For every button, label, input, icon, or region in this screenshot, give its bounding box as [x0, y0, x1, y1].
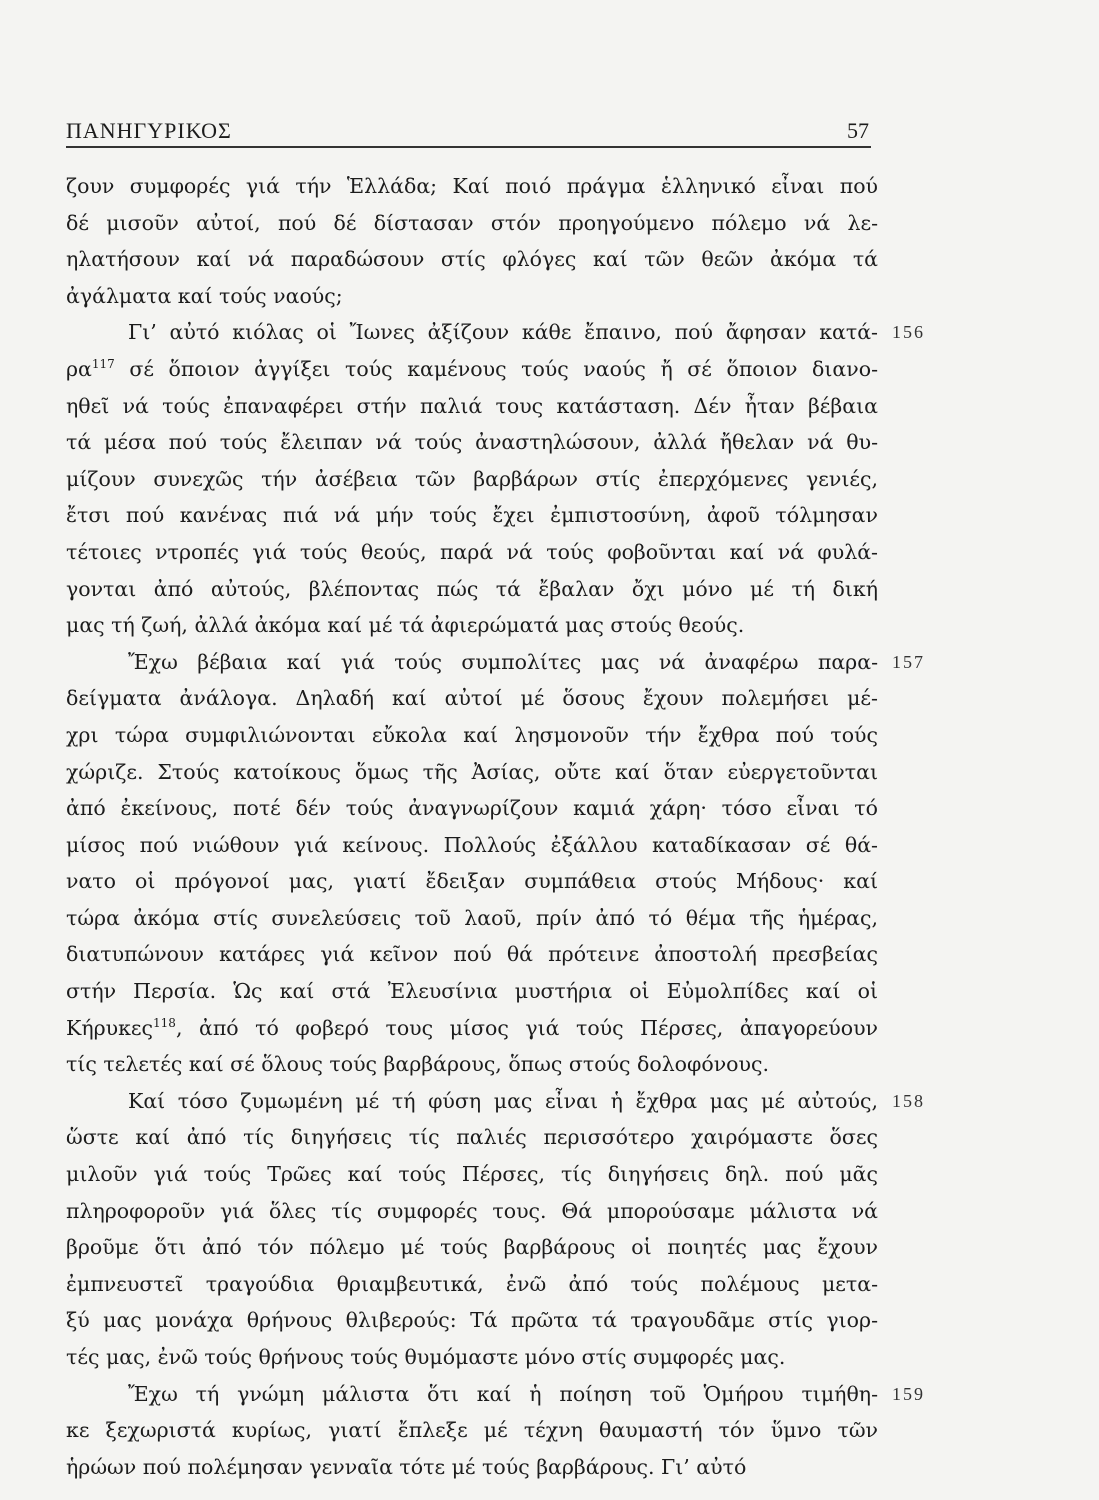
text-line: [66, 680, 886, 717]
text-line-content: [66, 424, 878, 461]
text-line: [66, 1193, 886, 1230]
footnote-marker: 117: [91, 357, 115, 372]
text-line: [66, 607, 886, 644]
line-text: τές μας, ἐνῶ τούς θρήνους τούς θυμόμαστε μόνο στίς συμφορές μας.: [66, 1345, 786, 1369]
running-title: ΠΑΝΗΓΥΡΙΚΟΣ: [66, 118, 232, 143]
text-line-content: [66, 936, 878, 973]
line-text: ἡρώων πού πολέμησαν γενναῖα τότε μέ τούς βαρβάρους. Γι’ αὐτό: [66, 1454, 747, 1479]
line-text: Καί τόσο ζυμωμένη μέ τή φύση μας εἶναι ἡ ἔχθρα μας μέ αὐτούς,: [128, 1088, 878, 1113]
text-line-content: [66, 1119, 878, 1156]
text-line: [66, 241, 886, 278]
text-line: [66, 461, 886, 498]
text-line: [66, 644, 925, 681]
text-line: [66, 717, 886, 754]
text-line: [66, 1266, 886, 1303]
line-text: δείγματα ἀνάλογα. Δηλαδή καί αὐτοί μέ ὅσους ἔχουν πολεμήσει μέ-: [66, 686, 878, 711]
text-line-content: [66, 1156, 878, 1193]
section-number: 158: [892, 1090, 925, 1111]
text-line-content: [66, 1339, 785, 1376]
text-line-content: [66, 1376, 878, 1413]
text-line-content: [66, 205, 878, 242]
footnote-marker: 118: [153, 1015, 176, 1030]
text-line-content: [66, 534, 878, 571]
text-line-content: [66, 1193, 878, 1230]
body-text: [66, 168, 925, 1485]
text-line-content: [66, 168, 878, 205]
line-text: βροῦμε ὅτι ἀπό τόν πόλεμο μέ τούς βαρβάρους οἱ ποιητές μας ἔχουν: [66, 1235, 878, 1260]
line-text: ρα: [66, 356, 92, 381]
text-line: [66, 1376, 925, 1413]
line-text: Ἔχω τή γνώμη μάλιστα ὅτι καί ἡ ποίηση τοῦ Ὁμήρου τιμήθη-: [128, 1381, 878, 1406]
text-line-content: [66, 241, 878, 278]
text-line-content: [66, 351, 878, 388]
text-line: [66, 863, 886, 900]
line-text: ἀγάλματα καί τούς ναούς;: [66, 283, 343, 308]
text-line-content: [66, 1449, 746, 1486]
text-line-content: [66, 1266, 878, 1303]
text-line-content: [66, 461, 878, 498]
text-line: [66, 534, 886, 571]
text-line: [66, 424, 886, 461]
text-line: [66, 973, 886, 1010]
text-line: [66, 1156, 886, 1193]
text-line-content: [66, 717, 878, 754]
line-text: στήν Περσία. Ὡς καί στά Ἐλευσίνια μυστήρια οἱ Εὐμολπίδες καί οἱ: [66, 979, 878, 1004]
line-text-continued: , ἀπό τό φοβερό τους μίσος γιά τούς Πέρσες, ἀπαγορεύουν: [175, 1015, 878, 1040]
line-text: νατο οἱ πρόγονοί μας, γιατί ἔδειξαν συμπάθεια στούς Μήδους· καί: [66, 869, 878, 894]
text-line: [66, 571, 886, 608]
text-line: [66, 1119, 886, 1156]
text-line: [66, 205, 886, 242]
line-text: διατυπώνουν κατάρες γιά κεῖνον πού θά πρότεινε ἀποστολή πρεσβείας: [66, 942, 878, 967]
line-text: μας τή ζωή, ἀλλά ἀκόμα καί μέ τά ἀφιερώματά μας στούς θεούς.: [66, 613, 745, 638]
text-line-content: [66, 571, 878, 608]
line-text: Κήρυκες: [66, 1015, 154, 1040]
text-line-content: [66, 278, 343, 315]
text-line: [66, 314, 925, 351]
text-line-content: [66, 863, 878, 900]
text-line-content: [66, 680, 878, 717]
text-line-content: [66, 973, 878, 1010]
text-line: [66, 754, 886, 791]
text-line: [66, 900, 886, 937]
line-text: κε ξεχωριστά κυρίως, γιατί ἔπλεξε μέ τέχνη θαυμαστή τόν ὕμνο τῶν: [66, 1418, 878, 1443]
line-text-continued: σέ ὅποιον ἀγγίξει τούς καμένους τούς ναούς ἤ σέ ὅποιον διανο-: [114, 356, 878, 381]
line-text: ἀπό ἐκείνους, ποτέ δέν τούς ἀναγνωρίζουν καμιά χάρη· τόσο εἶναι τό: [66, 796, 878, 821]
section-number: 159: [892, 1383, 925, 1404]
text-line: [66, 1083, 925, 1120]
line-text: χρι τώρα συμφιλιώνονται εὔκολα καί λησμονοῦν τήν ἔχθρα πού τούς: [66, 722, 878, 747]
text-line-content: [66, 388, 878, 425]
text-line: [66, 278, 886, 315]
text-line-content: [66, 607, 744, 644]
line-text: ηλατήσουν καί νά παραδώσουν στίς φλόγες καί τῶν θεῶν ἀκόμα τά: [66, 247, 878, 272]
text-line: [66, 1412, 886, 1449]
line-text: ἔτσι πού κανένας πιά νά μήν τούς ἔχει ἐμπιστοσύνη, ἀφοῦ τόλμησαν: [66, 503, 878, 528]
line-text: ζουν συμφορές γιά τήν Ἑλλάδα; Καί ποιό πράγμα ἑλληνικό εἶναι πού: [66, 174, 878, 198]
line-text: γονται ἀπό αὐτούς, βλέποντας πώς τά ἔβαλαν ὄχι μόνο μέ τή δική: [66, 576, 878, 601]
text-line: [66, 936, 886, 973]
line-text: ὥστε καί ἀπό τίς διηγήσεις τίς παλιές περισσότερο χαιρόμαστε ὅσες: [66, 1125, 878, 1150]
text-line: [66, 1046, 886, 1083]
text-line-content: [66, 754, 878, 791]
line-text: ξύ μας μονάχα θρήνους θλιβερούς: Τά πρῶτα τά τραγουδᾶμε στίς γιορ-: [66, 1308, 878, 1333]
text-line: [66, 351, 886, 388]
text-line-content: [66, 314, 878, 351]
text-line-content: [66, 1046, 769, 1083]
text-line: [66, 168, 886, 205]
line-text: ἐμπνευστεῖ τραγούδια θριαμβευτικά, ἐνῶ ἀπό τούς πολέμους μετα-: [66, 1271, 878, 1296]
text-line-content: [66, 827, 878, 864]
text-line-content: [66, 1229, 878, 1266]
text-line-content: [66, 790, 878, 827]
line-text: ηθεῖ νά τούς ἐπαναφέρει στήν παλιά τους κατάσταση. Δέν ἦταν βέβαια: [66, 393, 878, 418]
page-header: [66, 112, 871, 148]
text-line: [66, 1010, 886, 1047]
line-text: μίσος πού νιώθουν γιά κείνους. Πολλούς ἐξάλλου καταδίκασαν σέ θά-: [66, 832, 878, 857]
text-line-content: [66, 1083, 878, 1120]
text-line: [66, 388, 886, 425]
text-line-content: [66, 1302, 878, 1339]
line-text: Ἔχω βέβαια καί γιά τούς συμπολίτες μας νά ἀναφέρω παρα-: [128, 649, 878, 674]
line-text: τά μέσα πού τούς ἔλειπαν νά τούς ἀναστηλώσουν, ἀλλά ἤθελαν νά θυ-: [66, 430, 878, 455]
text-line-content: [66, 1010, 878, 1047]
page-number: 57: [847, 118, 869, 143]
text-line: [66, 1449, 886, 1486]
section-number: 156: [892, 322, 925, 343]
line-text: τίς τελετές καί σέ ὅλους τούς βαρβάρους, ὅπως στούς δολοφόνους.: [66, 1052, 769, 1077]
line-text: μιλοῦν γιά τούς Τρῶες καί τούς Πέρσες, τίς διηγήσεις δηλ. πού μᾶς: [66, 1162, 878, 1187]
line-text: δέ μισοῦν αὐτοί, πού δέ δίστασαν στόν προηγούμενο πόλεμο νά λε-: [66, 210, 878, 235]
section-number: 157: [892, 651, 925, 672]
text-line: [66, 1339, 886, 1376]
line-text: τώρα ἀκόμα στίς συνελεύσεις τοῦ λαοῦ, πρίν ἀπό τό θέμα τῆς ἡμέρας,: [66, 905, 878, 930]
text-line-content: [66, 644, 878, 681]
text-line: [66, 827, 886, 864]
text-line: [66, 497, 886, 534]
line-text: Γι’ αὐτό κιόλας οἱ Ἴωνες ἀξίζουν κάθε ἔπαινο, πού ἄφησαν κατά-: [128, 320, 878, 345]
line-text: πληροφοροῦν γιά ὅλες τίς συμφορές τους. Θά μπορούσαμε μάλιστα νά: [66, 1198, 878, 1223]
line-text: τέτοιες ντροπές γιά τούς θεούς, παρά νά τούς φοβοῦνται καί νά φυλά-: [66, 539, 878, 564]
text-line: [66, 1302, 886, 1339]
text-line-content: [66, 497, 878, 534]
text-line-content: [66, 1412, 878, 1449]
text-line-content: [66, 900, 878, 937]
text-line: [66, 790, 886, 827]
line-text: μίζουν συνεχῶς τήν ἀσέβεια τῶν βαρβάρων στίς ἐπερχόμενες γενιές,: [66, 466, 878, 491]
text-line: [66, 1229, 886, 1266]
line-text: χώριζε. Στούς κατοίκους ὅμως τῆς Ἀσίας, οὔτε καί ὅταν εὐεργετοῦνται: [66, 759, 878, 784]
